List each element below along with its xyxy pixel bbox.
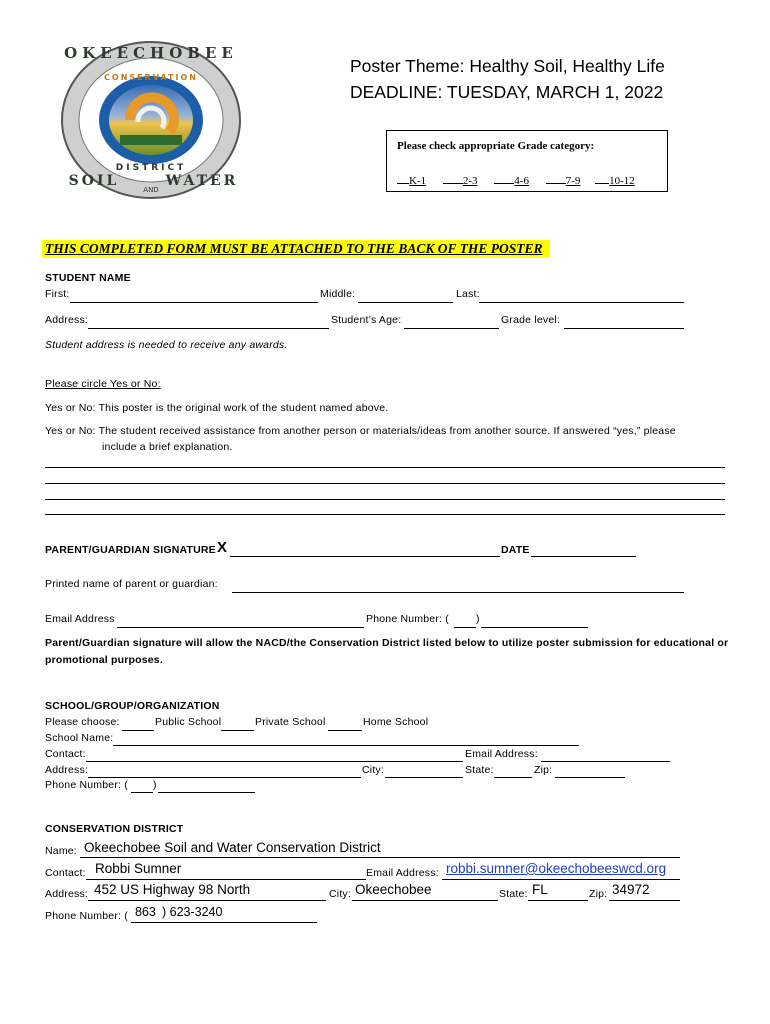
school-city-label: City: <box>362 764 384 776</box>
student-address-field[interactable] <box>88 314 329 329</box>
parent-phone-label: Phone Number: ( <box>366 613 449 625</box>
student-name-heading: STUDENT NAME <box>45 272 131 284</box>
school-phone-field[interactable] <box>158 778 255 793</box>
middle-label: Middle: <box>320 288 356 300</box>
parent-phone-field[interactable] <box>481 613 588 628</box>
poster-theme: Poster Theme: Healthy Soil, Healthy Life <box>350 56 665 76</box>
explanation-line-2[interactable] <box>45 483 725 484</box>
grade-check-2-3[interactable] <box>443 171 463 184</box>
public-school-check[interactable] <box>122 716 154 731</box>
attach-form-banner: THIS COMPLETED FORM MUST BE ATTACHED TO THE BACK OF THE POSTER <box>42 240 550 258</box>
school-name-field[interactable] <box>113 731 579 746</box>
logo-middle-text: DISTRICT <box>115 163 187 173</box>
date-label: DATE <box>501 544 530 556</box>
school-zip-label: Zip: <box>534 764 553 776</box>
date-field[interactable] <box>531 542 636 557</box>
district-logo <box>60 40 242 200</box>
original-work-question: Yes or No: This poster is the original work of the student named above. <box>45 402 389 414</box>
school-city-field[interactable] <box>385 763 463 778</box>
school-zip-field[interactable] <box>555 763 625 778</box>
logo-ring-text: CONSERVATION <box>104 73 198 82</box>
middle-name-field[interactable] <box>358 288 453 303</box>
signature-x: X <box>217 539 228 556</box>
last-name-field[interactable] <box>479 288 684 303</box>
school-state-label: State: <box>465 764 494 776</box>
address-label: Address: <box>45 314 89 326</box>
grade-7-9: 7-9 <box>565 175 581 187</box>
explanation-line-1[interactable] <box>45 467 725 468</box>
district-state-label: State: <box>499 888 528 900</box>
district-zip-label: Zip: <box>589 888 608 900</box>
parent-signature-label: PARENT/GUARDIAN SIGNATURE <box>45 544 216 556</box>
district-city-value: Okeechobee <box>355 882 432 897</box>
assistance-question-cont: include a brief explanation. <box>102 441 233 453</box>
explanation-line-3[interactable] <box>45 499 725 500</box>
school-phone-close: ) <box>153 779 157 791</box>
school-contact-label: Contact: <box>45 748 86 760</box>
first-name-field[interactable] <box>70 288 318 303</box>
grade-2-3: 2-3 <box>462 175 478 187</box>
circle-heading: Please circle Yes or No: <box>45 378 161 390</box>
grade-check-7-9[interactable] <box>546 171 566 184</box>
printed-name-label: Printed name of parent or guardian: <box>45 578 218 590</box>
grade-prompt: Please check appropriate Grade category: <box>397 140 595 152</box>
district-state-value: FL <box>532 882 548 897</box>
school-state-field[interactable] <box>494 763 532 778</box>
consent-text-cont: promotional purposes. <box>45 654 163 666</box>
parent-email-field[interactable] <box>117 613 364 628</box>
grade-check-k1[interactable] <box>397 171 409 184</box>
grade-check-10-12[interactable] <box>595 171 609 184</box>
logo-and-text: AND <box>143 186 159 194</box>
district-email-label: Email Address: <box>366 867 439 879</box>
school-contact-field[interactable] <box>86 747 463 762</box>
district-area-code-value: 863 <box>135 905 156 919</box>
first-label: First: <box>45 288 70 300</box>
private-school-check[interactable] <box>221 716 254 731</box>
logo-left-text: SOIL <box>68 173 120 189</box>
district-name-value: Okeechobee Soil and Water Conservation District <box>84 840 381 855</box>
school-address-field[interactable] <box>88 763 361 778</box>
grade-level-field[interactable] <box>564 314 684 329</box>
school-name-label: School Name: <box>45 732 114 744</box>
deadline: DEADLINE: TUESDAY, MARCH 1, 2022 <box>350 82 664 102</box>
grade-4-6: 4-6 <box>514 175 529 187</box>
district-heading: CONSERVATION DISTRICT <box>45 823 184 835</box>
school-address-label: Address: <box>45 764 89 776</box>
logo-right-text: WATER <box>165 173 239 189</box>
parent-area-code-field[interactable] <box>454 613 476 628</box>
age-label: Student’s Age: <box>331 314 402 326</box>
logo-top-text: OKEECHOBEE <box>64 44 238 62</box>
parent-email-label: Email Address <box>45 613 115 625</box>
home-school-check[interactable] <box>328 716 362 731</box>
grade-10-12: 10-12 <box>609 175 635 187</box>
school-area-code-field[interactable] <box>131 778 153 793</box>
consent-text: Parent/Guardian signature will allow the NACD/the Conservation District listed below to utilize poster submission for educational or <box>45 637 729 649</box>
district-contact-value: Robbi Sumner <box>95 861 182 876</box>
parent-phone-close: ) <box>476 613 480 625</box>
last-label: Last: <box>456 288 480 300</box>
district-phone-field[interactable] <box>131 907 317 923</box>
grade-k1: K-1 <box>409 175 427 187</box>
grade-options <box>397 171 657 187</box>
home-school-label: Home School <box>363 716 429 728</box>
school-phone-label: Phone Number: ( <box>45 779 128 791</box>
student-age-field[interactable] <box>404 314 499 329</box>
private-school-label: Private School <box>255 716 326 728</box>
grade-level-label: Grade level: <box>501 314 561 326</box>
school-email-field[interactable] <box>541 747 670 762</box>
grade-category-box <box>386 130 668 192</box>
grade-check-4-6[interactable] <box>494 171 514 184</box>
parent-signature-field[interactable] <box>230 542 500 557</box>
district-city-label: City: <box>329 888 351 900</box>
choose-label: Please choose: <box>45 716 120 728</box>
district-contact-label: Contact: <box>45 867 86 879</box>
district-email-value[interactable]: robbi.sumner@okeechobeeswcd.org <box>446 861 667 876</box>
school-email-label: Email Address: <box>465 748 538 760</box>
explanation-line-4[interactable] <box>45 514 725 515</box>
student-address-note: Student address is needed to receive any awards. <box>45 339 288 351</box>
district-zip-value: 34972 <box>612 882 650 897</box>
district-address-value: 452 US Highway 98 North <box>94 882 251 897</box>
assistance-question: Yes or No: The student received assistance from another person or materials/ideas from another source. If answered “yes,” please <box>45 425 676 437</box>
school-heading: SCHOOL/GROUP/ORGANIZATION <box>45 700 220 712</box>
district-phone-label: Phone Number: ( <box>45 910 128 922</box>
district-address-label: Address: <box>45 888 89 900</box>
district-phone-value: ) 623-3240 <box>162 905 223 919</box>
printed-name-field[interactable] <box>232 578 684 593</box>
public-school-label: Public School <box>155 716 222 728</box>
district-name-label: Name: <box>45 845 77 857</box>
